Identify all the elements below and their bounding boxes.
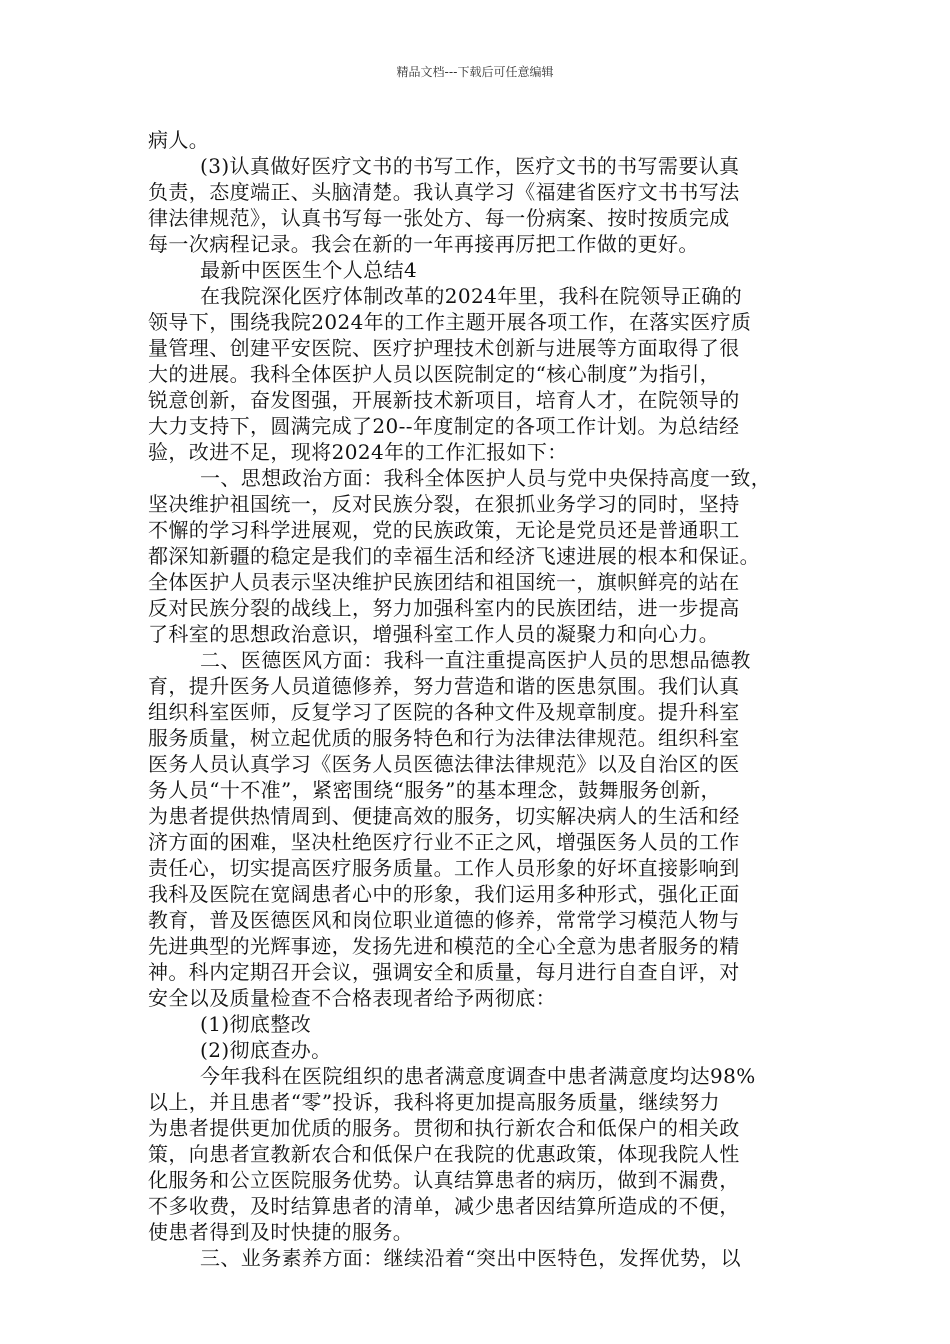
text-line: 策，向患者宣教新农合和低保户在我院的优惠政策，体现我院人性 (148, 1142, 740, 1166)
text-line: 服务质量，树立起优质的服务特色和行为法律法律规范。组织科室 (148, 726, 740, 750)
text-line: 不懈的学习科学进展观，党的民族政策，无论是党员还是普通职工 (148, 518, 740, 542)
text-line: 病人。 (148, 128, 210, 152)
text-line: 都深知新疆的稳定是我们的幸福生活和经济飞速进展的根本和保证。 (148, 544, 760, 568)
text-line: 一、思想政治方面：我科全体医护人员与党中央保持高度一致， (200, 466, 772, 490)
text-line: 在我院深化医疗体制改革的2024年里，我科在院领导正确的 (200, 284, 743, 308)
text-line: 为患者提供热情周到、便捷高效的服务，切实解决病人的生活和经 (148, 804, 740, 828)
text-line: 三、业务素养方面：继续沿着“突出中医特色，发挥优势，以 (200, 1246, 742, 1270)
text-line: 今年我科在医院组织的患者满意度调查中患者满意度均达98% (200, 1064, 756, 1088)
text-line: 组织科室医师，反复学习了医院的各种文件及规章制度。提升科室 (148, 700, 740, 724)
text-line: 济方面的困难，坚决杜绝医疗行业不正之风，增强医务人员的工作 (148, 830, 740, 854)
text-line: 化服务和公立医院服务优势。认真结算患者的病历，做到不漏费， (148, 1168, 740, 1192)
text-line: 反对民族分裂的战线上，努力加强科室内的民族团结，进一步提高 (148, 596, 740, 620)
text-line: (3)认真做好医疗文书的书写工作，医疗文书的书写需要认真 (200, 154, 740, 178)
text-line: 量管理、创建平安医院、医疗护理技术创新与进展等方面取得了很 (148, 336, 740, 360)
text-line: 务人员“十不准”，紧密围绕“服务”的基本理念，鼓舞服务创新， (148, 778, 721, 802)
text-line: 以上，并且患者“零”投诉，我科将更加提高服务质量，继续努力 (148, 1090, 721, 1114)
page-header: 精品文档---下载后可任意编辑 (396, 65, 554, 79)
text-line: 安全以及质量检查不合格表现者给予两彻底： (148, 986, 556, 1010)
text-line: 坚决维护祖国统一，反对民族分裂，在狠抓业务学习的同时，坚持 (148, 492, 740, 516)
text-line: 神。科内定期召开会议，强调安全和质量，每月进行自查自评，对 (148, 960, 740, 984)
text-line: 育，提升医务人员道德修养，努力营造和谐的医患氛围。我们认真 (148, 674, 740, 698)
text-line: (2)彻底查办。 (200, 1038, 332, 1062)
text-line: 领导下，围绕我院2024年的工作主题开展各项工作，在落实医疗质 (148, 310, 752, 334)
text-line: 教育，普及医德医风和岗位职业道德的修养，常常学习模范人物与 (148, 908, 740, 932)
text-line: 律法律规范》，认真书写每一张处方、每一份病案、按时按质完成 (148, 206, 730, 230)
text-line: 了科室的思想政治意识，增强科室工作人员的凝聚力和向心力。 (148, 622, 720, 646)
text-line: 全体医护人员表示坚决维护民族团结和祖国统一，旗帜鲜亮的站在 (148, 570, 740, 594)
text-line: 最新中医医生个人总结4 (200, 258, 418, 282)
text-line: 大的进展。我科全体医护人员以医院制定的“核心制度”为指引， (148, 362, 721, 386)
text-line: 先进典型的光辉事迹，发扬先进和模范的全心全意为患者服务的精 (148, 934, 740, 958)
text-line: 责任心，切实提高医疗服务质量。工作人员形象的好坏直接影响到 (148, 856, 740, 880)
text-line: (1)彻底整改 (200, 1012, 312, 1036)
text-line: 每一次病程记录。我会在新的一年再接再厉把工作做的更好。 (148, 232, 699, 256)
text-line: 医务人员认真学习《医务人员医德法律法律规范》以及自治区的医 (148, 752, 740, 776)
text-line: 验，改进不足，现将2024年的工作汇报如下： (148, 440, 568, 464)
text-line: 负责，态度端正、头脑清楚。我认真学习《福建省医疗文书书写法 (148, 180, 740, 204)
text-line: 锐意创新，奋发图强，开展新技术新项目，培育人才，在院领导的 (148, 388, 740, 412)
text-line: 为患者提供更加优质的服务。贯彻和执行新农合和低保户的相关政 (148, 1116, 740, 1140)
text-line: 使患者得到及时快捷的服务。 (148, 1220, 414, 1244)
text-line: 大力支持下，圆满完成了20--年度制定的各项工作计划。为总结经 (148, 414, 740, 438)
text-line: 不多收费，及时结算患者的清单，减少患者因结算所造成的不便， (148, 1194, 740, 1218)
text-line: 我科及医院在宽阔患者心中的形象，我们运用多种形式，强化正面 (148, 882, 740, 906)
text-line: 二、医德医风方面：我科一直注重提高医护人员的思想品德教 (200, 648, 751, 672)
document-body (148, 127, 808, 1271)
